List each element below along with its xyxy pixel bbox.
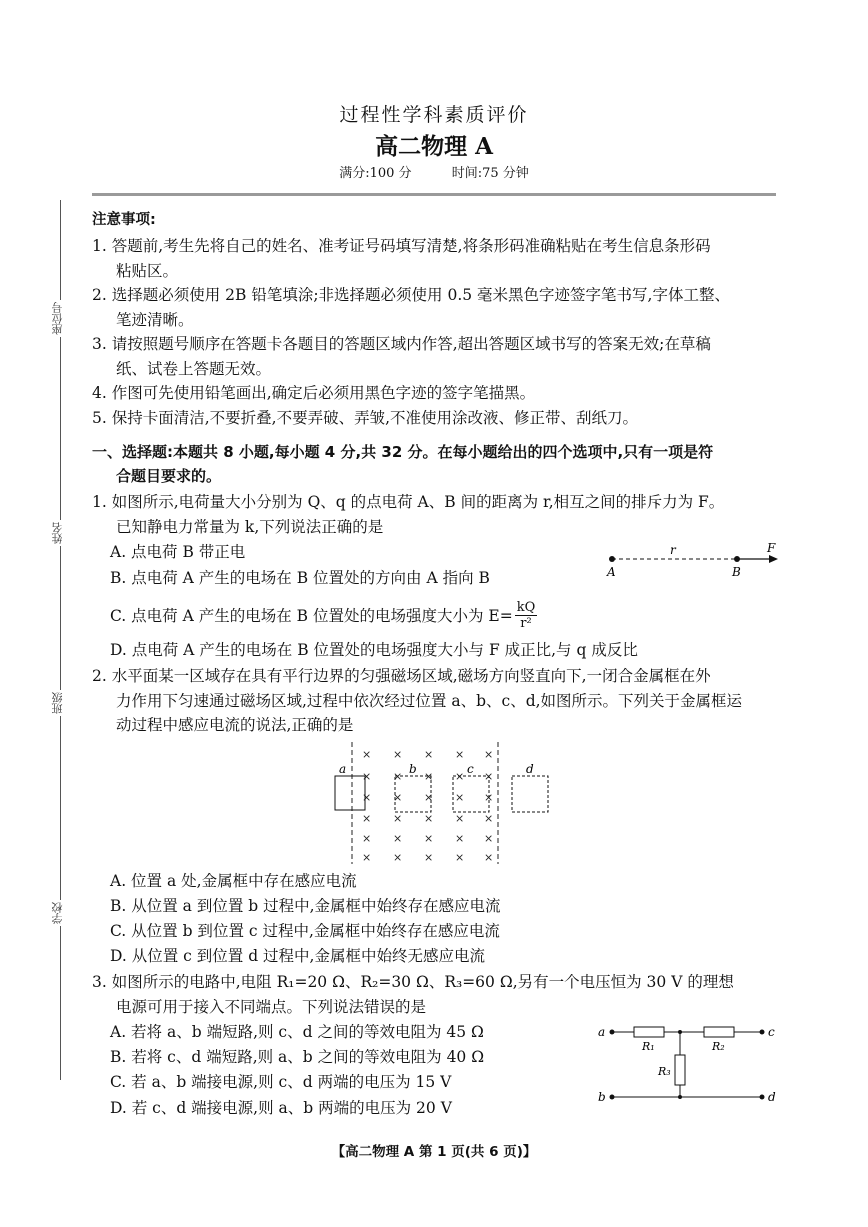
q1-option-a: A. 点电荷 B 带正电 [110, 543, 246, 561]
frame-d [512, 776, 548, 812]
resistor-r3 [675, 1055, 685, 1085]
terminal-c [760, 1030, 765, 1035]
resistor-r2 [704, 1027, 734, 1037]
q3-circuit [594, 1015, 784, 1115]
field-cross: × [362, 770, 372, 783]
q3-stem-line: 3. 如图所示的电路中,电阻 R₁=20 Ω、R₂=30 Ω、R₃=60 Ω,另有一个电压恒为 30 V 的理想 [92, 973, 734, 991]
q1-stem-line: 1. 如图所示,电荷量大小分别为 Q、q 的点电荷 A、B 间的距离为 r,相互之间的排斥力为 F。 [92, 493, 725, 511]
field-cross: × [424, 770, 434, 783]
notice-item: 5. 保持卡面清洁,不要折叠,不要弄破、弄皱,不准使用涂改液、修正带、刮纸刀。 [92, 408, 638, 427]
label-r1: R₁ [642, 1040, 655, 1053]
q2-option-a: A. 位置 a 处,金属框中存在感应电流 [110, 872, 357, 890]
q1-stem [92, 490, 782, 539]
charge-b [734, 556, 740, 562]
q2-option-d: D. 从位置 c 到位置 d 过程中,金属框中始终无感应电流 [110, 947, 485, 965]
junction [678, 1095, 682, 1099]
label-r2: R₂ [712, 1040, 725, 1053]
field-cross: × [455, 770, 465, 783]
field-cross: × [455, 748, 465, 761]
field-cross: × [424, 748, 434, 761]
arrowhead [769, 555, 778, 563]
q3-option-d: D. 若 c、d 端接电源,则 a、b 两端的电压为 20 V [110, 1099, 452, 1117]
label-b: B [732, 565, 741, 579]
label-a: a [339, 762, 347, 776]
terminal-b [610, 1095, 615, 1100]
fraction-numerator: kQ [516, 600, 536, 615]
q2-stem-line: 动过程中感应电流的说法,正确的是 [116, 716, 354, 734]
field-cross: × [484, 832, 494, 845]
exam-subtitle: 过程性学科素质评价 [339, 104, 529, 126]
page-footer: 【高二物理 A 第 1 页(共 6 页)】 [331, 1144, 537, 1160]
q2-figure [325, 740, 560, 866]
fraction [515, 600, 538, 631]
field-cross: × [393, 812, 403, 825]
q1-stem-line: 已知静电力常量为 k,下列说法正确的是 [116, 517, 384, 536]
notice-item: 2. 选择题必须使用 2B 铅笔填涂;非选择题必须使用 0.5 毫米黑色字迹签字笔书写,字体工整、 [92, 286, 730, 304]
header-divider [92, 193, 776, 196]
side-label-class: 班级 [51, 692, 64, 714]
field-cross: × [424, 812, 434, 825]
exam-title: 高二物理 A [375, 133, 493, 160]
field-cross: × [362, 791, 372, 804]
field-cross: × [362, 851, 372, 864]
field-cross: × [362, 812, 372, 825]
field-cross: × [424, 791, 434, 804]
notice-heading: 注意事项: [92, 212, 156, 228]
field-cross: × [455, 832, 465, 845]
q2-stem-line: 2. 水平面某一区域存在具有平行边界的匀强磁场区域,磁场方向竖直向下,一闭合金属框在外 [92, 667, 711, 685]
field-cross: × [393, 832, 403, 845]
field-cross: × [455, 791, 465, 804]
q3-option-a: A. 若将 a、b 端短路,则 c、d 之间的等效电阻为 45 Ω [110, 1023, 484, 1041]
field-cross: × [455, 851, 465, 864]
label-d: d [526, 762, 534, 776]
q3-stem-line: 电源可用于接入不同端点。下列说法错误的是 [116, 997, 427, 1016]
field-cross: × [393, 770, 403, 783]
q3-option-c: C. 若 a、b 端接电源,则 c、d 两端的电压为 15 V [110, 1073, 452, 1091]
label-r3: R₃ [658, 1065, 671, 1078]
q2-stem-line: 力作用下匀速通过磁场区域,过程中依次经过位置 a、b、c、d,如图所示。下列关于金属框运 [116, 691, 743, 710]
fraction-denominator: r² [520, 616, 532, 631]
q3-stem [92, 970, 782, 1019]
notice-item: 粘贴区。 [116, 261, 179, 280]
q2-option-c: C. 从位置 b 到位置 c 过程中,金属框中始终存在感应电流 [110, 922, 500, 940]
section-heading: 一、选择题:本题共 8 小题,每小题 4 分,共 32 分。在每小题给出的四个选项中,只有一项是符 [92, 443, 714, 461]
notice-item: 3. 请按照题号顺序在答题卡各题目的答题区域内作答,超出答题区域书写的答案无效;在草稿 [92, 335, 711, 353]
notice-list [92, 234, 782, 430]
field-cross: × [484, 770, 494, 783]
field-cross: × [393, 748, 403, 761]
field-cross: × [484, 812, 494, 825]
notice-item: 1. 答题前,考生先将自己的姓名、准考证号码填写清楚,将条形码准确粘贴在考生信息条形码 [92, 237, 711, 255]
q1-option-b: B. 点电荷 A 产生的电场在 B 位置处的方向由 A 指向 B [110, 569, 490, 587]
label-r: r [670, 543, 676, 557]
charge-a [609, 556, 615, 562]
section-heading-cont: 合题目要求的。 [116, 467, 222, 485]
field-cross: × [484, 791, 494, 804]
junction [678, 1030, 682, 1034]
field-cross: × [455, 812, 465, 825]
q2-stem [92, 664, 782, 738]
full-score: 满分:100 分 [339, 166, 412, 181]
label-c: c [768, 1025, 775, 1039]
side-label-school: 学校 [51, 902, 64, 924]
terminal-d [760, 1095, 765, 1100]
resistor-r1 [634, 1027, 664, 1037]
exam-time: 时间:75 分钟 [451, 166, 529, 181]
label-f: F [767, 541, 776, 555]
field-cross: × [362, 832, 372, 845]
notice-item: 4. 作图可先使用铅笔画出,确定后必须用黑色字迹的签字笔描黑。 [92, 384, 536, 402]
label-a: A [607, 565, 616, 579]
notice-item: 笔迹清晰。 [116, 310, 194, 329]
terminal-a [610, 1030, 615, 1035]
label-c: c [467, 762, 474, 776]
q3-option-b: B. 若将 c、d 端短路,则 a、b 之间的等效电阻为 40 Ω [110, 1048, 485, 1066]
frame-a [335, 776, 365, 810]
q1-figure [600, 540, 785, 580]
side-label-name: 姓名 [51, 522, 64, 544]
field-cross: × [393, 791, 403, 804]
q2-option-b: B. 从位置 a 到位置 b 过程中,金属框中始终存在感应电流 [110, 897, 501, 915]
field-cross: × [393, 851, 403, 864]
notice-item: 纸、试卷上答题无效。 [116, 359, 272, 378]
label-b: b [598, 1090, 606, 1104]
field-cross: × [484, 748, 494, 761]
field-cross: × [424, 851, 434, 864]
q1-option-c [110, 600, 537, 631]
label-d: d [768, 1090, 776, 1104]
label-a: a [598, 1025, 606, 1039]
q1-option-d: D. 点电荷 A 产生的电场在 B 位置处的电场强度大小与 F 成正比,与 q 成反比 [110, 641, 638, 659]
q1-option-c-text: C. 点电荷 A 产生的电场在 B 位置处的电场强度大小为 E= [110, 606, 513, 625]
field-cross: × [424, 832, 434, 845]
label-b: b [409, 762, 417, 776]
side-label-seat: 座位号 [51, 302, 64, 335]
field-cross: × [484, 851, 494, 864]
field-cross: × [362, 748, 372, 761]
exam-meta [0, 162, 868, 181]
